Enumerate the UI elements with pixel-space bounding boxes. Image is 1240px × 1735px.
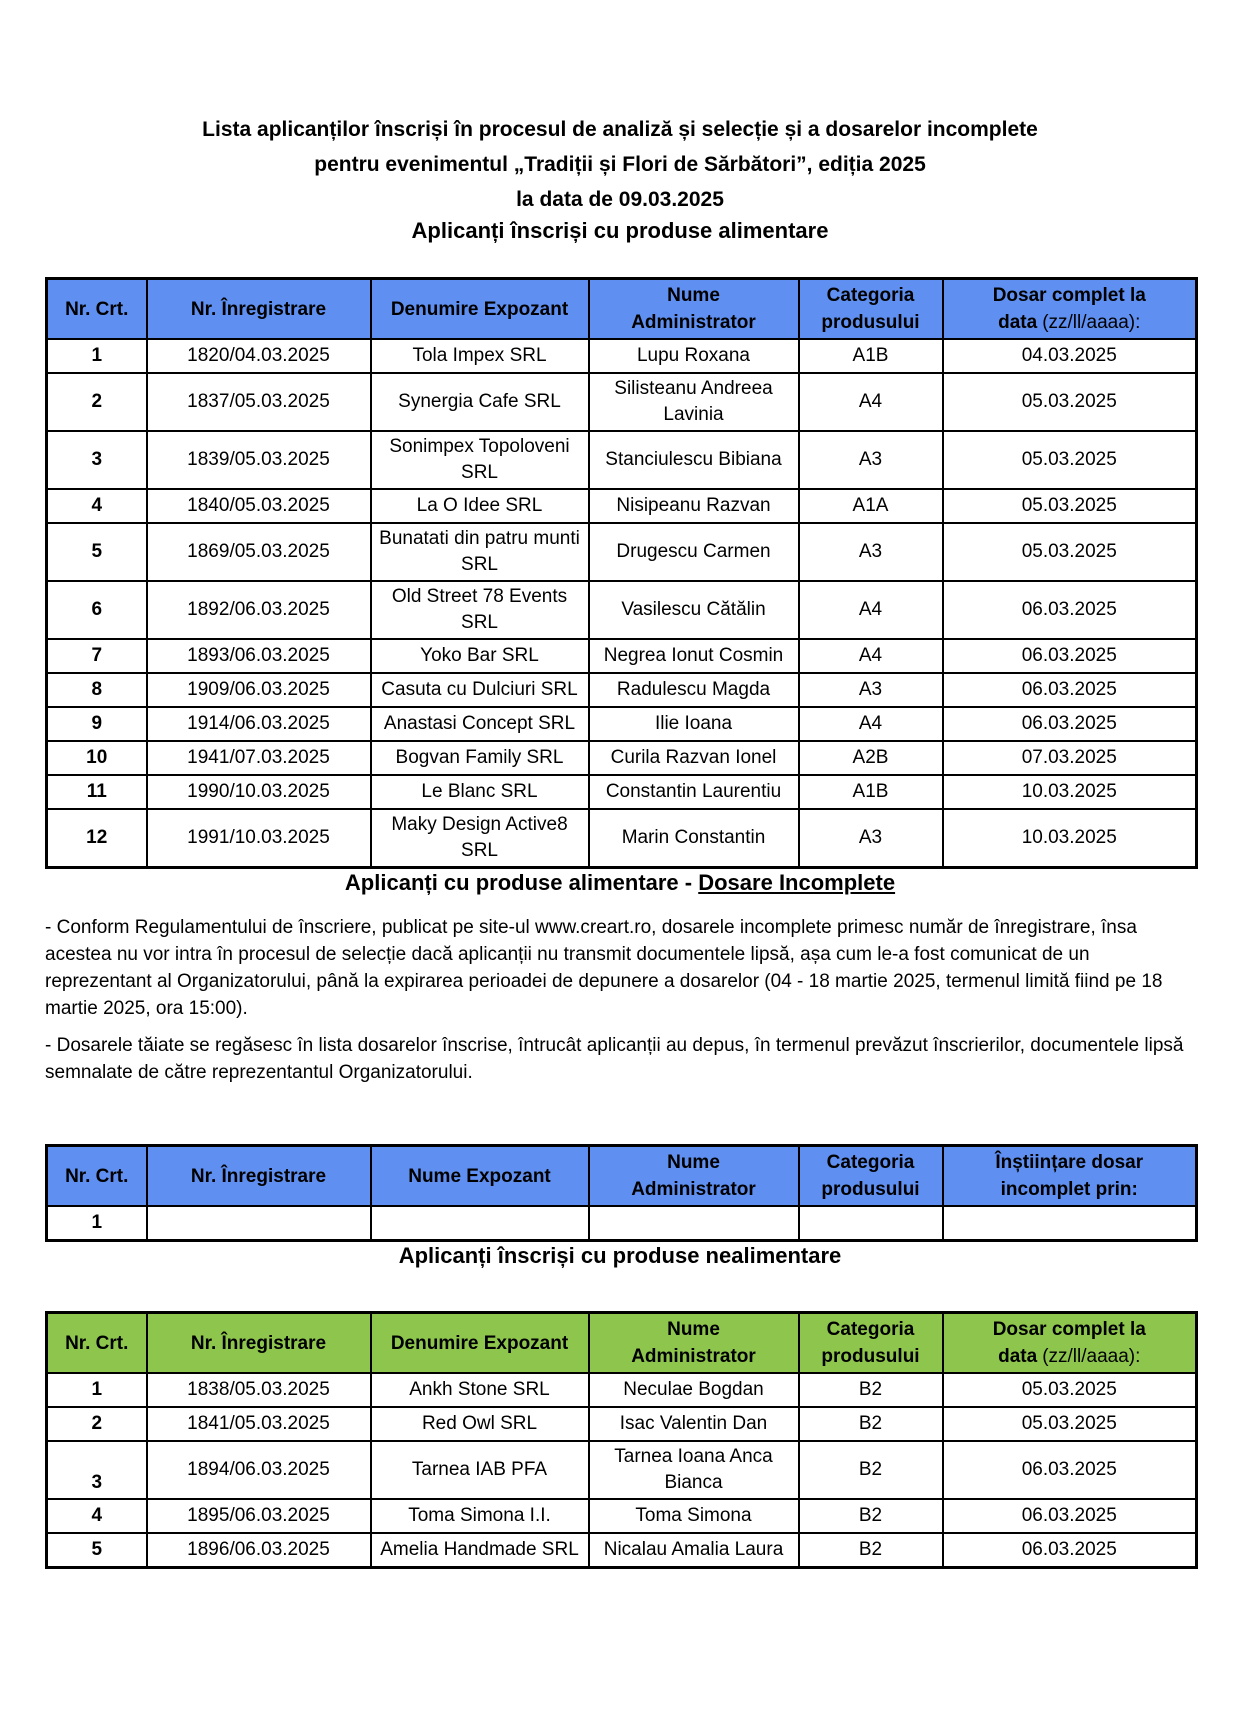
table-cell: 05.03.2025 (943, 1373, 1197, 1407)
header-nr-inregistrare: Nr. Înregistrare (147, 1313, 371, 1374)
table-cell: 10.03.2025 (943, 775, 1197, 809)
table-cell (147, 1206, 371, 1241)
table-cell: 1991/10.03.2025 (147, 809, 371, 868)
table-cell: Anastasi Concept SRL (371, 707, 589, 741)
table-cell: A4 (799, 581, 943, 639)
table-row (47, 741, 1197, 775)
title-line-2: pentru evenimentul „Tradiții și Flori de Sărbători”, ediția 2025 (314, 153, 926, 176)
table-cell: 06.03.2025 (943, 673, 1197, 707)
table-cell (589, 1206, 799, 1241)
table-cell: La O Idee SRL (371, 489, 589, 523)
nonfood-table-header (47, 1313, 1197, 1374)
table-cell: 1909/06.03.2025 (147, 673, 371, 707)
table-row (47, 809, 1197, 868)
table-cell: 06.03.2025 (943, 639, 1197, 673)
table-cell: 05.03.2025 (943, 523, 1197, 581)
heading-plain-part: Aplicanți cu produse alimentare - (344, 870, 699, 895)
table-cell: B2 (799, 1407, 943, 1441)
table-cell: Constantin Laurentiu (589, 775, 799, 809)
table-cell: Le Blanc SRL (371, 775, 589, 809)
header-nume-expozant: Nume Expozant (371, 1146, 589, 1207)
table-cell: 1869/05.03.2025 (147, 523, 371, 581)
table-cell: 2 (47, 1407, 147, 1441)
table-row (47, 431, 1197, 489)
table-cell: 05.03.2025 (943, 431, 1197, 489)
table-cell: Isac Valentin Dan (589, 1407, 799, 1441)
header-nr-crt: Nr. Crt. (47, 279, 147, 340)
note-paragraph-regulation: - Conform Regulamentului de înscriere, publicat pe site-ul www.creart.ro, dosarele incomplete primesc număr de înregistrare, însa acestea nu vor intra în procesul de selecție dacă aplicanții nu transmit documentele lipsă, așa cum le-a fost comunicat de un reprezentant al Organizatorului, până la expirarea perioadei de depunere a dosarelor (04 - 18 martie 2025, termenul limită fiind pe 18 martie 2025, ora 15:00). (45, 917, 1163, 1019)
table-header-row (47, 279, 1197, 340)
table-cell: 3 (47, 1441, 147, 1499)
table-cell: Vasilescu Cătălin (589, 581, 799, 639)
table-cell: 9 (47, 707, 147, 741)
table-row (47, 523, 1197, 581)
table-cell (371, 1206, 589, 1241)
table-cell: Lupu Roxana (589, 339, 799, 373)
table-cell: Amelia Handmade SRL (371, 1533, 589, 1568)
table-cell: B2 (799, 1373, 943, 1407)
section-heading-nonfood: Aplicanți înscriși cu produse nealimentare (398, 1243, 842, 1268)
table-row (47, 1206, 1197, 1241)
table-cell (799, 1206, 943, 1241)
table-cell: 06.03.2025 (943, 581, 1197, 639)
table-cell: 10.03.2025 (943, 809, 1197, 868)
section-heading-incomplete (45, 869, 1195, 896)
table-cell: A2B (799, 741, 943, 775)
header-instiintare-dosar: Înștiințare dosar incomplet prin: (943, 1146, 1197, 1207)
table-cell: 06.03.2025 (943, 707, 1197, 741)
table-cell: 1941/07.03.2025 (147, 741, 371, 775)
table-row (47, 1533, 1197, 1568)
document-title (45, 112, 1195, 217)
table-cell: Drugescu Carmen (589, 523, 799, 581)
table-cell: Bunatati din patru munti SRL (371, 523, 589, 581)
section-heading-food: Aplicanți înscriși cu produse alimentare (411, 218, 829, 243)
table-cell: B2 (799, 1533, 943, 1568)
document-page (0, 112, 1240, 1569)
table-cell: 7 (47, 639, 147, 673)
title-line-3: la data de 09.03.2025 (516, 188, 724, 211)
table-cell: 1 (47, 1373, 147, 1407)
table-cell: 6 (47, 581, 147, 639)
table-row (47, 639, 1197, 673)
table-cell: B2 (799, 1499, 943, 1533)
table-header-row (47, 1313, 1197, 1374)
table-cell: A1A (799, 489, 943, 523)
table-cell: Tarnea IAB PFA (371, 1441, 589, 1499)
incomplete-table-body (47, 1206, 1197, 1241)
table-cell: 1839/05.03.2025 (147, 431, 371, 489)
table-cell: Sonimpex Topoloveni SRL (371, 431, 589, 489)
table-cell: 1894/06.03.2025 (147, 1441, 371, 1499)
table-cell: 05.03.2025 (943, 373, 1197, 431)
header-denumire-expozant: Denumire Expozant (371, 1313, 589, 1374)
table-cell: Maky Design Active8 SRL (371, 809, 589, 868)
nonfood-applicants-table (45, 1311, 1198, 1569)
table-cell: 05.03.2025 (943, 1407, 1197, 1441)
table-cell: Nicalau Amalia Laura (589, 1533, 799, 1568)
note-paragraph-crossed-files: - Dosarele tăiate se regăsesc în lista dosarelor înscrise, întrucât aplicanții au depus, în termenul prevăzut înscrierilor, documentele lipsă semnalate de către reprezentantul Organizatorului. (45, 1035, 1184, 1083)
table-cell: 1892/06.03.2025 (147, 581, 371, 639)
table-cell: Bogvan Family SRL (371, 741, 589, 775)
table-cell: 5 (47, 523, 147, 581)
table-cell: A3 (799, 431, 943, 489)
table-cell: Stanciulescu Bibiana (589, 431, 799, 489)
table-cell: Radulescu Magda (589, 673, 799, 707)
heading-underlined-part: Dosare Incomplete (698, 870, 896, 895)
table-cell: 07.03.2025 (943, 741, 1197, 775)
table-cell: 4 (47, 1499, 147, 1533)
header-categoria-produsului: Categoria produsului (799, 1313, 943, 1374)
table-row (47, 775, 1197, 809)
table-cell: Ilie Ioana (589, 707, 799, 741)
header-nr-inregistrare: Nr. Înregistrare (147, 1146, 371, 1207)
table-cell: Yoko Bar SRL (371, 639, 589, 673)
table-cell: Tarnea Ioana Anca Bianca (589, 1441, 799, 1499)
header-denumire-expozant: Denumire Expozant (371, 279, 589, 340)
table-cell: 05.03.2025 (943, 489, 1197, 523)
header-dosar-complet: Dosar complet la data (zz/ll/aaaa): (943, 279, 1197, 340)
table-cell: 1837/05.03.2025 (147, 373, 371, 431)
table-cell: 06.03.2025 (943, 1533, 1197, 1568)
nonfood-table-body (47, 1373, 1197, 1568)
table-row (47, 673, 1197, 707)
table-cell: 06.03.2025 (943, 1441, 1197, 1499)
table-cell: 12 (47, 809, 147, 868)
table-cell: 3 (47, 431, 147, 489)
header-categoria-produsului: Categoria produsului (799, 1146, 943, 1207)
table-cell: 1895/06.03.2025 (147, 1499, 371, 1533)
header-dosar-complet: Dosar complet la data (zz/ll/aaaa): (943, 1313, 1197, 1374)
table-cell: A1B (799, 339, 943, 373)
table-cell: A3 (799, 523, 943, 581)
table-row (47, 339, 1197, 373)
table-cell: Toma Simona I.I. (371, 1499, 589, 1533)
table-cell: Ankh Stone SRL (371, 1373, 589, 1407)
table-row (47, 1441, 1197, 1499)
table-row (47, 1499, 1197, 1533)
header-categoria-produsului: Categoria produsului (799, 279, 943, 340)
table-cell: A3 (799, 673, 943, 707)
table-cell: Curila Razvan Ionel (589, 741, 799, 775)
header-nume-administrator: Nume Administrator (589, 1313, 799, 1374)
table-row (47, 581, 1197, 639)
table-cell: 1841/05.03.2025 (147, 1407, 371, 1441)
table-cell: 2 (47, 373, 147, 431)
table-cell: Neculae Bogdan (589, 1373, 799, 1407)
title-line-1: Lista aplicanților înscriși în procesul de analiză și selecție și a dosarelor incomplete (202, 118, 1038, 141)
table-cell: 1820/04.03.2025 (147, 339, 371, 373)
table-cell: A3 (799, 809, 943, 868)
food-table-body (47, 339, 1197, 868)
table-cell: Casuta cu Dulciuri SRL (371, 673, 589, 707)
food-applicants-table (45, 277, 1198, 869)
incomplete-table-header (47, 1146, 1197, 1207)
table-cell: Toma Simona (589, 1499, 799, 1533)
table-cell: A4 (799, 639, 943, 673)
table-cell: Silisteanu Andreea Lavinia (589, 373, 799, 431)
table-cell: 5 (47, 1533, 147, 1568)
table-cell: 1 (47, 1206, 147, 1241)
header-nr-crt: Nr. Crt. (47, 1146, 147, 1207)
table-cell: 1893/06.03.2025 (147, 639, 371, 673)
table-cell: 1896/06.03.2025 (147, 1533, 371, 1568)
table-cell: Marin Constantin (589, 809, 799, 868)
table-cell: B2 (799, 1441, 943, 1499)
table-row (47, 489, 1197, 523)
table-cell: A4 (799, 373, 943, 431)
table-cell: A1B (799, 775, 943, 809)
table-cell: A4 (799, 707, 943, 741)
table-row (47, 707, 1197, 741)
table-cell: 11 (47, 775, 147, 809)
table-cell: Negrea Ionut Cosmin (589, 639, 799, 673)
table-cell: Nisipeanu Razvan (589, 489, 799, 523)
table-cell: 10 (47, 741, 147, 775)
table-cell: Tola Impex SRL (371, 339, 589, 373)
incomplete-files-table (45, 1144, 1198, 1242)
table-row (47, 1407, 1197, 1441)
table-cell: 1838/05.03.2025 (147, 1373, 371, 1407)
header-nume-administrator: Nume Administrator (589, 1146, 799, 1207)
table-cell: Old Street 78 Events SRL (371, 581, 589, 639)
table-cell: 06.03.2025 (943, 1499, 1197, 1533)
table-cell: 1914/06.03.2025 (147, 707, 371, 741)
table-row (47, 1373, 1197, 1407)
table-cell: Red Owl SRL (371, 1407, 589, 1441)
table-cell: 1 (47, 339, 147, 373)
table-cell (943, 1206, 1197, 1241)
table-cell: 8 (47, 673, 147, 707)
food-table-header (47, 279, 1197, 340)
table-cell: 04.03.2025 (943, 339, 1197, 373)
table-cell: Synergia Cafe SRL (371, 373, 589, 431)
table-cell: 1990/10.03.2025 (147, 775, 371, 809)
header-nr-inregistrare: Nr. Înregistrare (147, 279, 371, 340)
header-nr-crt: Nr. Crt. (47, 1313, 147, 1374)
table-cell: 1840/05.03.2025 (147, 489, 371, 523)
table-cell: 4 (47, 489, 147, 523)
table-header-row (47, 1146, 1197, 1207)
header-nume-administrator: Nume Administrator (589, 279, 799, 340)
table-row (47, 373, 1197, 431)
